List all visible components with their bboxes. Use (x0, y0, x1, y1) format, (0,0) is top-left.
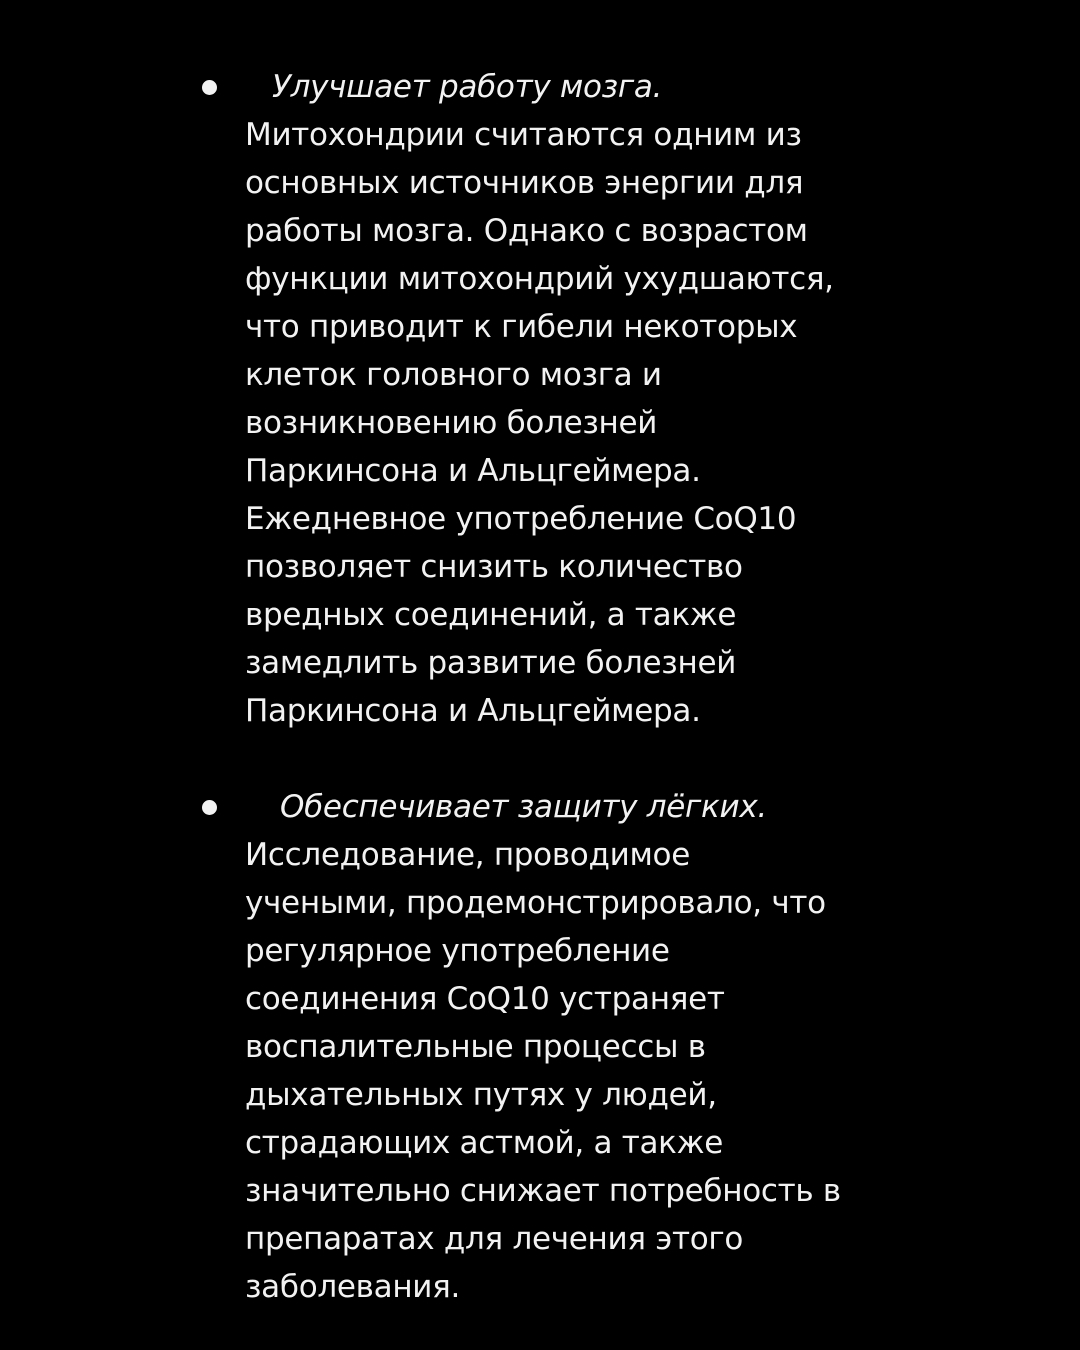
text-line: основных источников энергии для (245, 165, 804, 201)
text-line: Паркинсона и Альцгеймера. (245, 453, 701, 489)
text-line: вредных соединений, а также (245, 597, 737, 633)
text-line: страдающих астмой, а также (245, 1125, 723, 1161)
bullet-dot-icon (202, 800, 217, 815)
bullet-text (245, 63, 865, 735)
text-line: препаратах для лечения этого (245, 1221, 744, 1257)
text-line: замедлить развитие болезней (245, 645, 737, 681)
text-line: Паркинсона и Альцгеймера. (245, 693, 701, 729)
text-line: функции митохондрий ухудшаются, (245, 261, 834, 297)
text-line: клеток головного мозга и (245, 357, 662, 393)
text-line: заболевания. (245, 1269, 461, 1305)
text-line: что приводит к гибели некоторых (245, 309, 798, 345)
text-line: учеными, продемонстрировало, что (245, 885, 826, 921)
text-line: соединения CoQ10 устраняет (245, 981, 725, 1017)
text-line: возникновению болезней (245, 405, 658, 441)
bullet-heading: Обеспечивает защиту лёгких. (280, 789, 767, 825)
text-line: дыхательных путях у людей, (245, 1077, 717, 1113)
bullet-text (245, 783, 865, 1311)
text-line: воспалительные процессы в (245, 1029, 706, 1065)
text-line: работы мозга. Однако с возрастом (245, 213, 808, 249)
bullet-heading: Улучшает работу мозга. (272, 69, 663, 105)
text-line: регулярное употребление (245, 933, 670, 969)
text-line: Митохондрии считаются одним из (245, 117, 802, 153)
text-line: позволяет снизить количество (245, 549, 743, 585)
text-line: Исследование, проводимое (245, 837, 690, 873)
bullet-dot-icon (202, 80, 217, 95)
text-line: Ежедневное употребление CoQ10 (245, 501, 797, 537)
text-line: значительно снижает потребность в (245, 1173, 841, 1209)
